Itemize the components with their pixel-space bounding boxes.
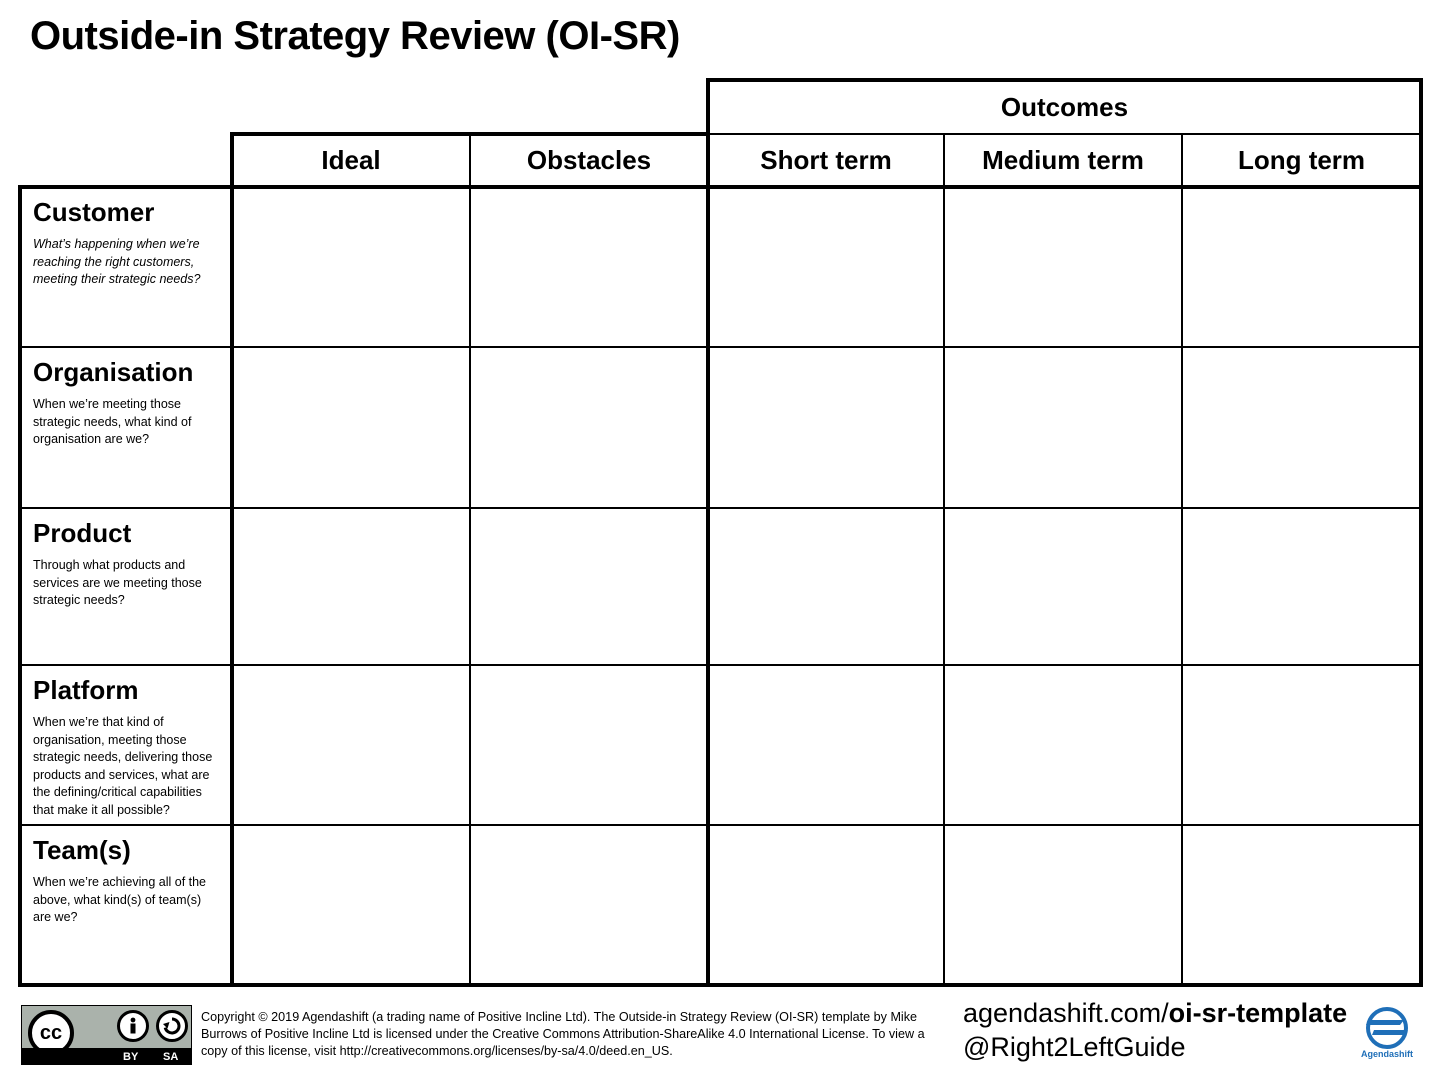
row-header-product [22, 510, 230, 665]
row-header-customer [22, 189, 230, 347]
grid-cell[interactable] [234, 667, 468, 823]
row-title: Product [33, 518, 132, 548]
grid-cell[interactable] [472, 349, 706, 506]
grid-cell[interactable] [1184, 189, 1419, 345]
grid-cell[interactable] [946, 349, 1180, 506]
cc-icon: cc [28, 1010, 74, 1056]
grid-cell[interactable] [234, 827, 468, 983]
grid-cell[interactable] [710, 189, 942, 345]
row-title: Team(s) [33, 835, 131, 865]
column-header-ideal: Ideal [321, 145, 381, 175]
row-description: When we’re achieving all of the above, what kind(s) of team(s) are we? [33, 875, 207, 924]
column-header-long-term: Long term [1237, 145, 1366, 175]
row-description: What’s happening when we’re reaching the right customers, meeting their strategic needs? [33, 237, 201, 286]
grid-cell[interactable] [1184, 827, 1419, 983]
grid-cell[interactable] [946, 667, 1180, 823]
share-alike-icon [156, 1010, 188, 1042]
copyright-notice: Copyright © 2019 Agendashift (a trading name of Positive Incline Ltd). The Outside-in Strategy Review (OI-SR) template by Mike Burrows of Positive Incline Ltd is licensed under the Creative Commons Attribution-ShareAlike 4.0 International License. To view a copy of this license, visit http://creativecommons.org/licenses/by-sa/4.0/deed.en_US. [201, 1010, 925, 1058]
row-header-teams [22, 827, 230, 985]
twitter-handle[interactable]: @Right2LeftGuide [963, 1032, 1186, 1062]
grid-cell[interactable] [1184, 510, 1419, 663]
grid-cell[interactable] [472, 827, 706, 983]
row-description: Through what products and services are we meeting those strategic needs? [33, 558, 202, 607]
grid-cell[interactable] [472, 189, 706, 345]
grid-cell[interactable] [1184, 349, 1419, 506]
column-header-medium-term: Medium term [982, 145, 1144, 175]
grid-cell[interactable] [946, 189, 1180, 345]
grid-cell[interactable] [472, 667, 706, 823]
grid-cell[interactable] [710, 827, 942, 983]
attribution-icon [117, 1010, 149, 1042]
grid-cell[interactable] [1184, 667, 1419, 823]
cc-license-badge[interactable] [21, 1005, 192, 1065]
grid-cell[interactable] [472, 510, 706, 663]
grid-cell[interactable] [234, 189, 468, 345]
template-url[interactable]: agendashift.com/oi-sr-template [963, 998, 1348, 1028]
row-description: When we’re that kind of organisation, meeting those strategic needs, delivering those products and services, what are the defining/critical capabilities that make it all possible? [33, 715, 213, 817]
row-header-organisation [22, 349, 230, 508]
sa-label: SA [163, 1051, 179, 1063]
grid-line [469, 186, 471, 986]
grid-line [943, 186, 945, 986]
grid-cell[interactable] [710, 349, 942, 506]
grid-line [1181, 186, 1183, 986]
row-title: Organisation [33, 357, 194, 387]
grid-cell[interactable] [710, 510, 942, 663]
grid-cell[interactable] [234, 510, 468, 663]
grid-cell[interactable] [234, 349, 468, 506]
column-header-short-term: Short term [760, 145, 892, 175]
page-title: Outside-in Strategy Review (OI-SR) [30, 14, 680, 58]
grid-cell[interactable] [710, 667, 942, 823]
column-header-obstacles: Obstacles [526, 145, 652, 175]
row-header-platform [22, 667, 230, 825]
grid-line [1419, 185, 1423, 987]
row-description: When we’re meeting those strategic needs, what kind of organisation are we? [33, 397, 192, 446]
outcomes-header: Outcomes [1000, 91, 1129, 122]
by-label: BY [123, 1051, 139, 1063]
row-title: Customer [33, 197, 155, 227]
grid-cell[interactable] [946, 827, 1180, 983]
logo-text: Agendashift [1360, 1049, 1413, 1059]
grid-cell[interactable] [946, 510, 1180, 663]
row-title: Platform [33, 675, 139, 705]
